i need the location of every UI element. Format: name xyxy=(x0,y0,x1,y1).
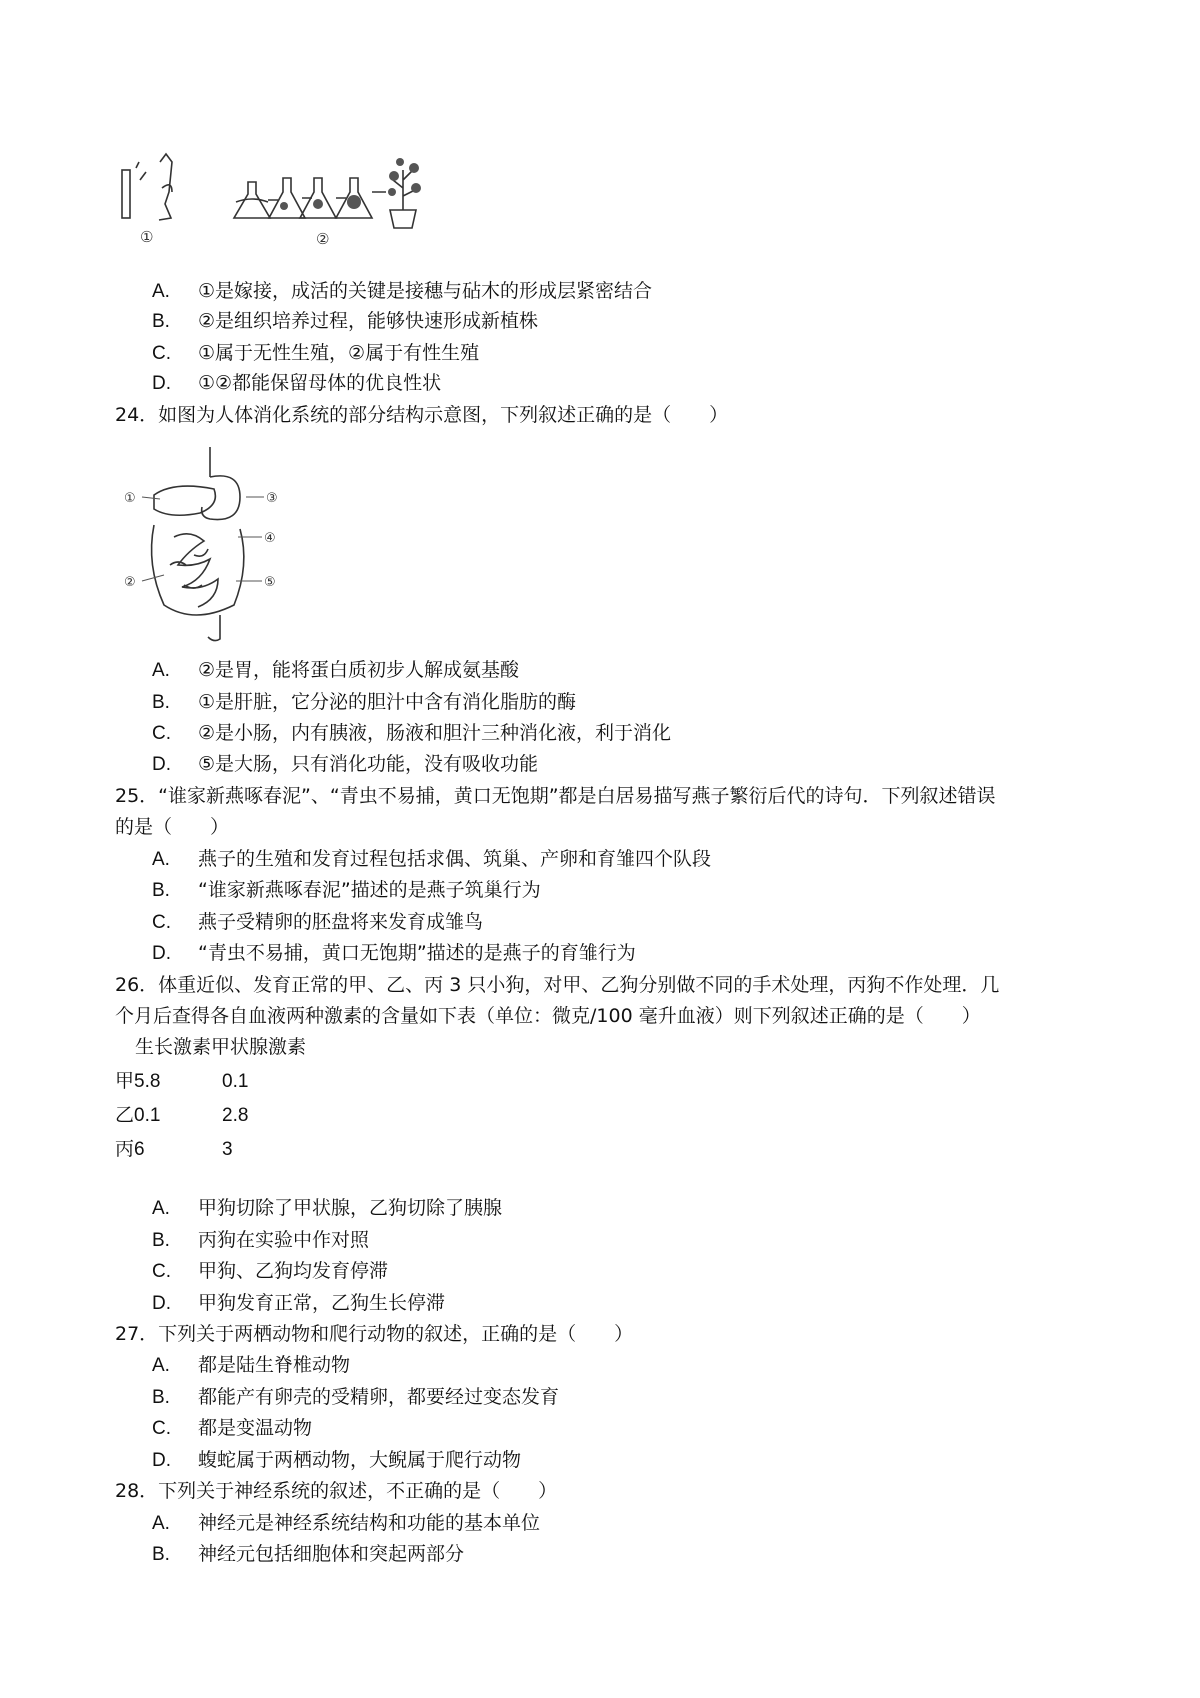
option-letter: C. xyxy=(152,723,171,744)
q24-option-d[interactable] xyxy=(152,750,538,779)
q26-option-d[interactable] xyxy=(152,1289,445,1318)
option-letter: D. xyxy=(152,754,171,775)
q24-option-b[interactable] xyxy=(152,688,576,717)
q27-option-c[interactable] xyxy=(152,1414,312,1443)
figure-label-2: ② xyxy=(316,230,330,248)
q26-option-b[interactable] xyxy=(152,1226,369,1255)
digestive-label-1: ① xyxy=(124,491,136,506)
option-letter: C. xyxy=(152,1261,171,1282)
q28-option-a[interactable] xyxy=(152,1509,540,1538)
option-letter: B. xyxy=(152,692,170,713)
option-letter: B. xyxy=(152,1387,170,1408)
option-letter: D. xyxy=(152,373,171,394)
q25-option-d[interactable] xyxy=(152,939,636,968)
q27-option-b[interactable] xyxy=(152,1383,559,1412)
q25-option-b[interactable] xyxy=(152,876,541,905)
q27-option-d[interactable] xyxy=(152,1446,521,1475)
digestive-system-figure xyxy=(124,445,294,645)
option-text: “青虫不易捕，黄口无饱期”描述的是燕子的育雏行为 xyxy=(198,942,636,964)
table-row xyxy=(115,1136,233,1164)
q23-option-c[interactable] xyxy=(152,339,479,368)
row-name: 甲5.8 xyxy=(115,1071,161,1092)
option-letter: B. xyxy=(152,880,170,901)
option-text: “谁家新燕啄春泥”描述的是燕子筑巢行为 xyxy=(198,879,541,901)
propagation-figure xyxy=(118,140,458,255)
option-letter: A. xyxy=(152,1198,170,1219)
option-text: 都是陆生脊椎动物 xyxy=(198,1354,351,1376)
q26-stem-line2: 个月后查得各自血液两种激素的含量如下表（单位：微克/100 毫升血液）则下列叙述正确的是（ ） xyxy=(115,1005,981,1027)
row-value: 2.8 xyxy=(222,1105,249,1126)
option-text: ①是肝脏，它分泌的胆汁中含有消化脂肪的酶 xyxy=(198,691,577,713)
option-letter: A. xyxy=(152,281,170,302)
option-text: 甲狗发育正常，乙狗生长停滞 xyxy=(198,1292,446,1314)
option-text: 神经元是神经系统结构和功能的基本单位 xyxy=(198,1512,541,1534)
digestive-label-4: ④ xyxy=(264,531,276,546)
option-letter: C. xyxy=(152,343,171,364)
q23-option-d[interactable] xyxy=(152,369,441,398)
q24-option-c[interactable] xyxy=(152,719,671,748)
option-letter: A. xyxy=(152,1355,170,1376)
row-name: 乙0.1 xyxy=(115,1105,161,1126)
q25-stem-line2: 的是（ ） xyxy=(115,816,230,838)
option-letter: C. xyxy=(152,1418,171,1439)
option-letter: B. xyxy=(152,1230,170,1251)
row-name: 丙6 xyxy=(115,1139,145,1160)
option-text: ②是组织培养过程，能够快速形成新植株 xyxy=(198,310,539,332)
q23-option-b[interactable] xyxy=(152,307,538,336)
q24-option-a[interactable] xyxy=(152,656,519,685)
option-letter: D. xyxy=(152,943,171,964)
digestive-label-5: ⑤ xyxy=(264,575,276,590)
q27-stem: 27．下列关于两栖动物和爬行动物的叙述，正确的是（ ） xyxy=(115,1323,634,1345)
option-text: 神经元包括细胞体和突起两部分 xyxy=(198,1543,465,1565)
option-letter: A. xyxy=(152,1513,170,1534)
option-letter: B. xyxy=(152,311,170,332)
row-value: 0.1 xyxy=(222,1071,249,1092)
digestive-label-2: ② xyxy=(124,575,136,590)
option-letter: D. xyxy=(152,1450,171,1471)
q28-stem: 28．下列关于神经系统的叙述，不正确的是（ ） xyxy=(115,1480,558,1502)
option-text: ②是胃，能将蛋白质初步人解成氨基酸 xyxy=(198,659,520,681)
option-text: 蝮蛇属于两栖动物，大鲵属于爬行动物 xyxy=(198,1449,522,1471)
option-letter: C. xyxy=(152,912,171,933)
option-text: 都能产有卵壳的受精卵，都要经过变态发育 xyxy=(198,1386,560,1408)
option-letter: B. xyxy=(152,1544,170,1565)
option-text: ⑤是大肠，只有消化功能，没有吸收功能 xyxy=(198,753,539,775)
row-value: 3 xyxy=(222,1139,233,1160)
option-text: 燕子受精卵的胚盘将来发育成雏鸟 xyxy=(198,911,484,933)
q26-stem-line1: 26．体重近似、发育正常的甲、乙、丙 3 只小狗，对甲、乙狗分别做不同的手术处理，丙狗不作处理．几 xyxy=(115,974,1000,996)
option-text: ①是嫁接，成活的关键是接穗与砧木的形成层紧密结合 xyxy=(198,280,653,302)
q25-option-c[interactable] xyxy=(152,908,483,937)
option-letter: D. xyxy=(152,1293,171,1314)
option-text: 甲狗切除了甲状腺，乙狗切除了胰腺 xyxy=(198,1197,503,1219)
hormone-table-header: 生长激素甲状腺激素 xyxy=(135,1037,307,1058)
option-text: 甲狗、乙狗均发育停滞 xyxy=(198,1260,389,1282)
option-text: ①属于无性生殖，②属于有性生殖 xyxy=(198,342,480,364)
table-row xyxy=(115,1102,249,1130)
option-letter: A. xyxy=(152,849,170,870)
q23-option-a[interactable] xyxy=(152,277,652,306)
q26-option-c[interactable] xyxy=(152,1257,388,1286)
q25-stem-line1: 25．“谁家新燕啄春泥”、“青虫不易捕，黄口无饱期”都是白居易描写燕子繁衍后代的诗句．下列叙述错误 xyxy=(115,785,996,807)
option-text: 燕子的生殖和发育过程包括求偶、筑巢、产卵和育雏四个队段 xyxy=(198,848,712,870)
digestive-label-3: ③ xyxy=(266,491,278,506)
q28-option-b[interactable] xyxy=(152,1540,464,1569)
option-text: 都是变温动物 xyxy=(198,1417,313,1439)
option-text: ②是小肠，内有胰液，肠液和胆汁三种消化液，利于消化 xyxy=(198,722,672,744)
q26-option-a[interactable] xyxy=(152,1194,502,1223)
figure-label-1: ① xyxy=(140,228,154,246)
q25-option-a[interactable] xyxy=(152,845,711,874)
option-text: ①②都能保留母体的优良性状 xyxy=(198,372,442,394)
q24-stem: 24．如图为人体消化系统的部分结构示意图，下列叙述正确的是（ ） xyxy=(115,404,729,426)
option-letter: A. xyxy=(152,660,170,681)
table-row xyxy=(115,1068,249,1096)
option-text: 丙狗在实验中作对照 xyxy=(198,1229,370,1251)
q27-option-a[interactable] xyxy=(152,1351,350,1380)
